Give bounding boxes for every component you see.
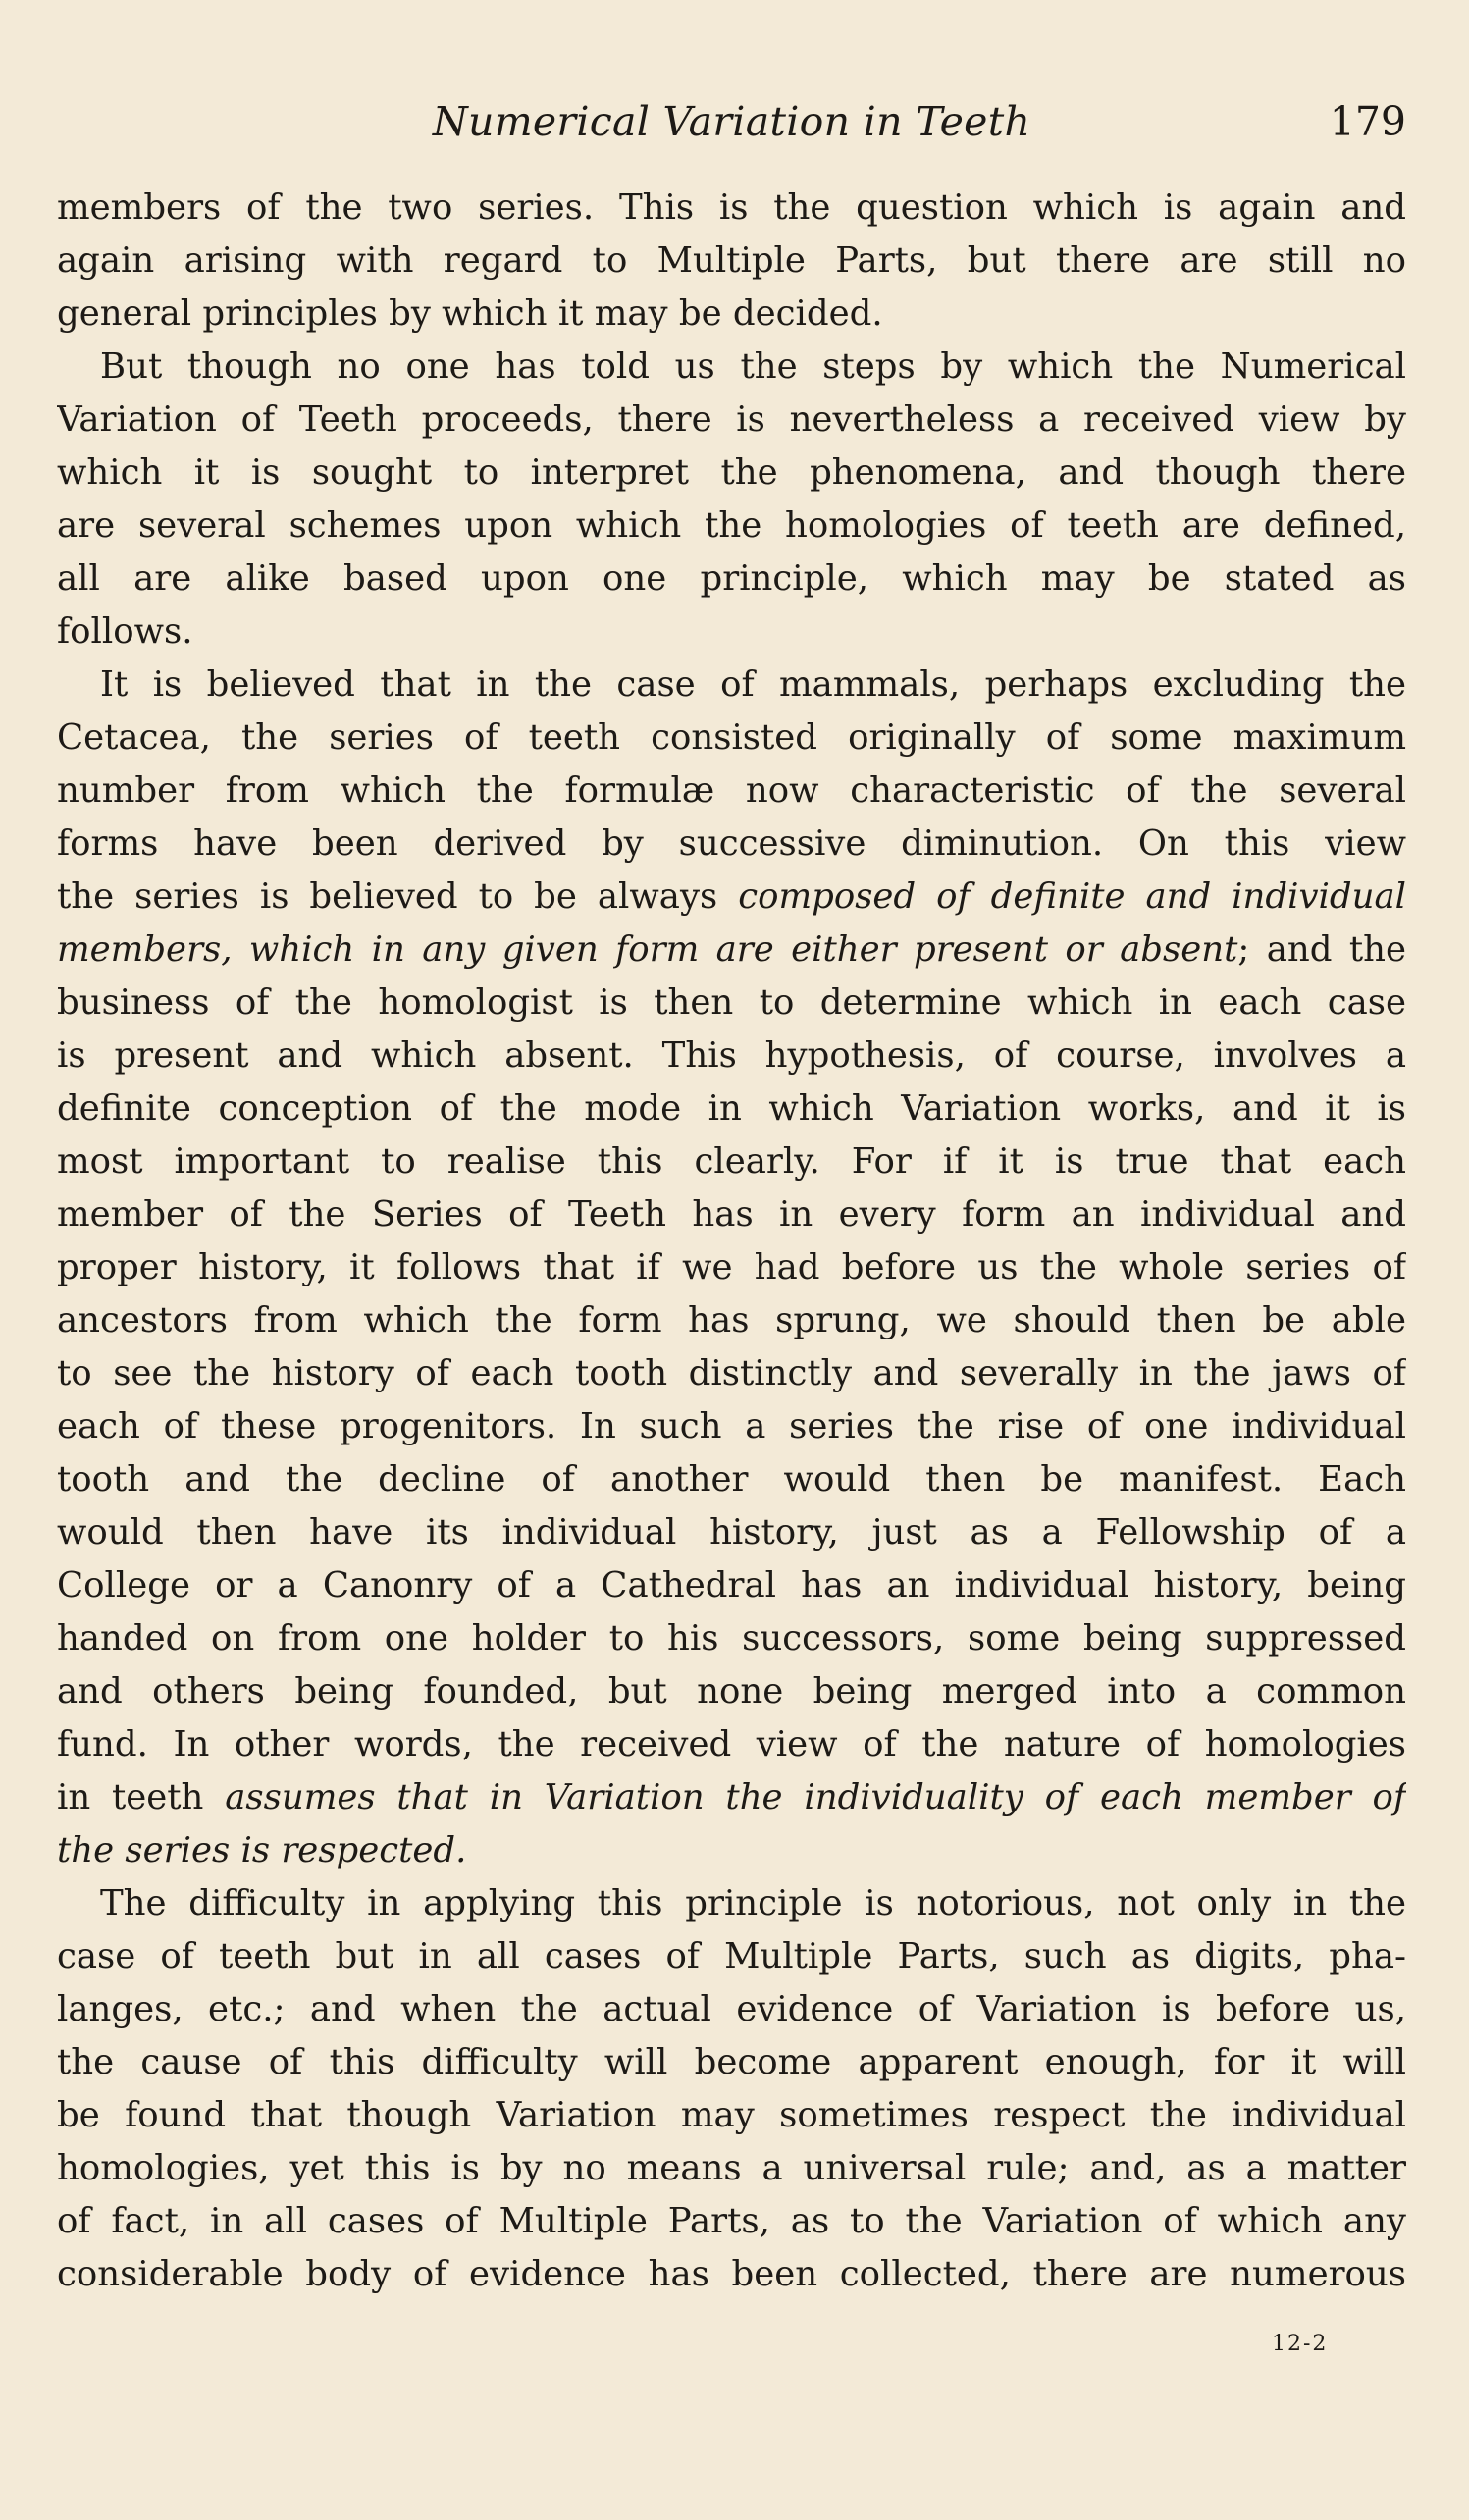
text-line bbox=[57, 870, 1406, 923]
line-text: homologies, yet this is by no means a universal rule; and, as a matter bbox=[57, 2148, 1406, 2188]
text-line bbox=[57, 1029, 1406, 1082]
text-line bbox=[57, 446, 1406, 499]
line-text: which it is sought to interpret the phenomena, and though there bbox=[57, 452, 1406, 493]
text-line bbox=[57, 658, 1406, 711]
line-text: Variation of Teeth proceeds, there is nevertheless a received view by bbox=[57, 399, 1406, 440]
text-line bbox=[57, 499, 1406, 552]
text-line bbox=[57, 1877, 1406, 1930]
text-line bbox=[57, 1983, 1406, 2036]
text-line bbox=[57, 235, 1406, 288]
text-line bbox=[57, 1082, 1406, 1135]
text-line bbox=[57, 923, 1406, 976]
body-text bbox=[57, 182, 1406, 2301]
signature-mark: 12-2 bbox=[1272, 2332, 1329, 2356]
line-text: members of the two series. This is the question which is again and bbox=[57, 187, 1406, 228]
text-line bbox=[57, 764, 1406, 817]
text-line bbox=[57, 1665, 1406, 1718]
italic-text: the series is respected. bbox=[57, 1830, 467, 1870]
line-text: in teeth bbox=[57, 1777, 226, 1817]
line-text: tooth and the decline of another would then be manifest. Each bbox=[57, 1459, 1406, 1499]
italic-text: members, which in any given form are either present or absent bbox=[57, 929, 1238, 970]
line-text: handed on from one holder to his successors, some being suppressed bbox=[57, 1618, 1406, 1658]
line-text: follows. bbox=[57, 611, 193, 652]
line-text: would then have its individual history, just as a Fellowship of a bbox=[57, 1512, 1406, 1552]
text-line bbox=[57, 2089, 1406, 2142]
text-line bbox=[57, 711, 1406, 764]
text-line bbox=[57, 552, 1406, 605]
italic-text: composed of definite and individual bbox=[738, 876, 1406, 917]
text-line bbox=[57, 976, 1406, 1029]
line-text: to see the history of each tooth distinctly and severally in the jaws of bbox=[57, 1353, 1406, 1393]
line-text: member of the Series of Teeth has in every form an individual and bbox=[57, 1194, 1406, 1234]
text-line bbox=[57, 1718, 1406, 1771]
line-text: College or a Canonry of a Cathedral has an individual history, being bbox=[57, 1565, 1406, 1605]
text-line bbox=[57, 1612, 1406, 1665]
line-text: most important to realise this clearly. For if it is true that each bbox=[57, 1141, 1406, 1181]
running-head bbox=[57, 90, 1406, 153]
line-text: Cetacea, the series of teeth consisted originally of some maximum bbox=[57, 717, 1406, 758]
line-text: The difficulty in applying this principle is notorious, not only in the bbox=[100, 1883, 1406, 1923]
line-text: considerable body of evidence has been collected, there are numerous bbox=[57, 2254, 1406, 2294]
line-text: the cause of this difficulty will become apparent enough, for it will bbox=[57, 2042, 1406, 2082]
italic-text: assumes that in Variation the individuality of each member of bbox=[225, 1777, 1406, 1817]
text-line bbox=[57, 1294, 1406, 1347]
text-line bbox=[57, 1930, 1406, 1983]
text-line bbox=[57, 1135, 1406, 1188]
line-text: But though no one has told us the steps by which the Numerical bbox=[100, 346, 1406, 387]
line-text: the series is believed to be always bbox=[57, 876, 739, 917]
line-text: langes, etc.; and when the actual evidence of Variation is before us, bbox=[57, 1989, 1406, 2029]
text-line bbox=[57, 1559, 1406, 1612]
text-line bbox=[57, 182, 1406, 235]
line-text: general principles by which it may be decided. bbox=[57, 293, 883, 334]
running-title: Numerical Variation in Teeth bbox=[432, 98, 1031, 145]
text-line bbox=[57, 817, 1406, 870]
text-line bbox=[57, 1506, 1406, 1559]
text-line bbox=[57, 394, 1406, 446]
line-text: case of teeth but in all cases of Multiple Parts, such as digits, pha- bbox=[57, 1936, 1406, 1976]
text-line bbox=[57, 1453, 1406, 1506]
line-text: are several schemes upon which the homologies of teeth are defined, bbox=[57, 505, 1406, 546]
line-text: definite conception of the mode in which Variation works, and it is bbox=[57, 1088, 1406, 1129]
line-text: number from which the formulæ now characteristic of the several bbox=[57, 770, 1406, 811]
line-text: business of the homologist is then to determine which in each case bbox=[57, 982, 1406, 1023]
text-line bbox=[57, 2248, 1406, 2301]
text-line bbox=[57, 2195, 1406, 2248]
text-line bbox=[57, 1188, 1406, 1241]
line-text: fund. In other words, the received view of the nature of homologies bbox=[57, 1724, 1406, 1764]
page-number: 179 bbox=[1329, 98, 1406, 145]
text-line bbox=[57, 1824, 1406, 1877]
text-line bbox=[57, 288, 1406, 341]
line-text: ; and the bbox=[1237, 929, 1406, 970]
text-line bbox=[57, 341, 1406, 394]
text-line bbox=[57, 2142, 1406, 2195]
line-text: proper history, it follows that if we had before us the whole series of bbox=[57, 1247, 1406, 1287]
line-text: be found that though Variation may sometimes respect the individual bbox=[57, 2095, 1406, 2135]
text-line bbox=[57, 605, 1406, 658]
line-text: again arising with regard to Multiple Parts, but there are still no bbox=[57, 240, 1406, 281]
text-line bbox=[57, 1241, 1406, 1294]
line-text: It is believed that in the case of mammals, perhaps excluding the bbox=[100, 664, 1406, 705]
text-line bbox=[57, 1400, 1406, 1453]
line-text: each of these progenitors. In such a series the rise of one individual bbox=[57, 1406, 1406, 1446]
line-text: and others being founded, but none being merged into a common bbox=[57, 1671, 1406, 1711]
text-line bbox=[57, 1347, 1406, 1400]
text-line bbox=[57, 1771, 1406, 1824]
text-line bbox=[57, 2036, 1406, 2089]
line-text: ancestors from which the form has sprung, we should then be able bbox=[57, 1300, 1406, 1340]
line-text: of fact, in all cases of Multiple Parts, as to the Variation of which any bbox=[57, 2201, 1406, 2241]
line-text: forms have been derived by successive diminution. On this view bbox=[57, 823, 1406, 864]
line-text: all are alike based upon one principle, which may be stated as bbox=[57, 558, 1406, 599]
line-text: is present and which absent. This hypothesis, of course, involves a bbox=[57, 1035, 1406, 1076]
